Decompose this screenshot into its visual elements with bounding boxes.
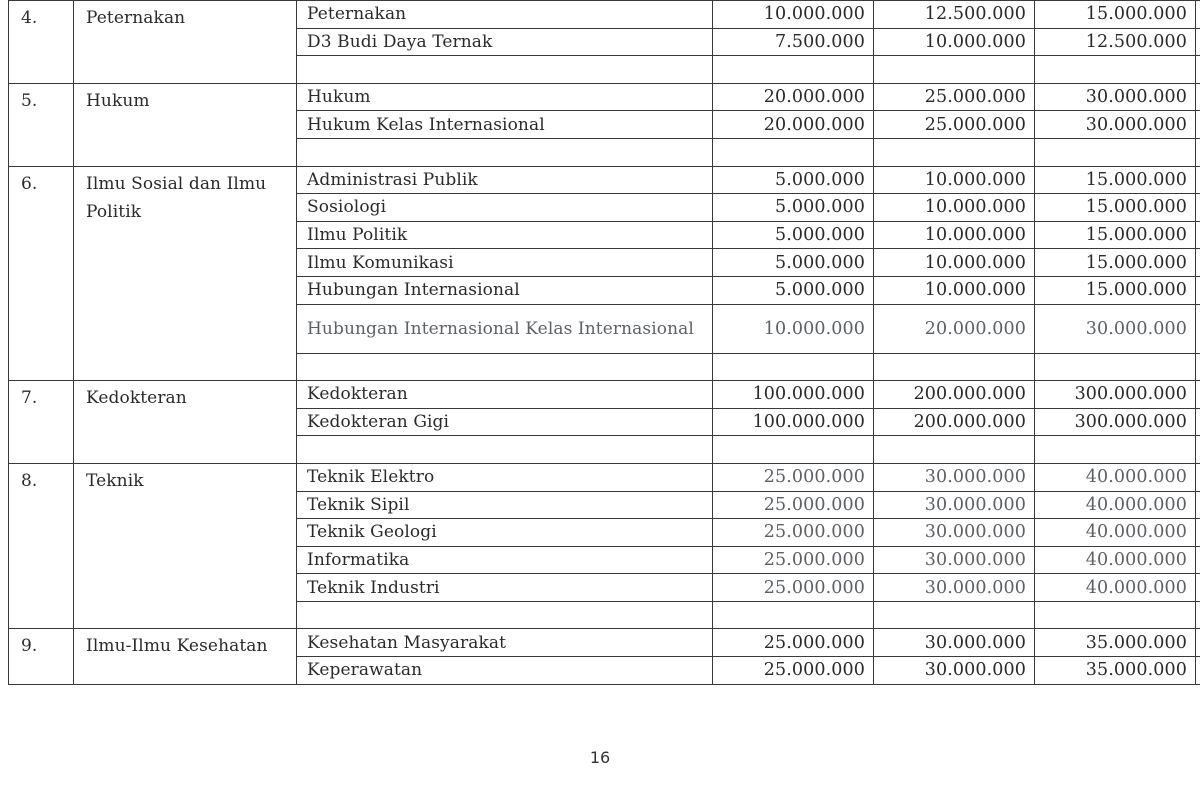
fee-group-3: 15.000.000 xyxy=(1035,276,1196,304)
table-row xyxy=(9,629,1200,657)
fee-group-1: 25.000.000 xyxy=(713,574,874,602)
program-name: Informatika xyxy=(297,546,713,574)
fee-group-1: 100.000.000 xyxy=(713,408,874,436)
program-name: Ilmu Politik xyxy=(297,221,713,249)
fee-group-2: 30.000.000 xyxy=(874,491,1035,519)
page-number: 16 xyxy=(589,748,611,767)
fee-group-3: 30.000.000 xyxy=(1035,83,1196,111)
program-name: Hubungan Internasional xyxy=(297,276,713,304)
fee-group-2: 10.000.000 xyxy=(874,166,1035,194)
table-row xyxy=(9,463,1200,491)
fee-group-1: 25.000.000 xyxy=(713,519,874,547)
program-name: Hukum xyxy=(297,83,713,111)
cut-column xyxy=(1196,28,1200,56)
faculty-name: Ilmu Sosial dan Ilmu Politik xyxy=(74,166,297,381)
fee-group-3: 12.500.000 xyxy=(1035,28,1196,56)
fee-group-1: 20.000.000 xyxy=(713,83,874,111)
faculty-name: Hukum xyxy=(74,83,297,166)
fee-group-3: 40.000.000 xyxy=(1035,491,1196,519)
fee-group-1: 5.000.000 xyxy=(713,249,874,277)
fee-group-2: 30.000.000 xyxy=(874,574,1035,602)
table-row xyxy=(9,166,1200,194)
fee-table-container xyxy=(8,0,1200,685)
fee-group-2: 10.000.000 xyxy=(874,276,1035,304)
program-name: Keperawatan xyxy=(297,657,713,685)
program-name: Kedokteran xyxy=(297,381,713,409)
table-row xyxy=(9,83,1200,111)
cut-column xyxy=(1196,194,1200,222)
fee-group-2: 12.500.000 xyxy=(874,1,1035,29)
program-name: Teknik Geologi xyxy=(297,519,713,547)
fee-group-3: 300.000.000 xyxy=(1035,408,1196,436)
fee-group-2: 10.000.000 xyxy=(874,249,1035,277)
fee-group-1: 100.000.000 xyxy=(713,381,874,409)
cut-column xyxy=(1196,249,1200,277)
fee-group-2: 25.000.000 xyxy=(874,111,1035,139)
fee-group-2: 30.000.000 xyxy=(874,629,1035,657)
fee-group-3: 30.000.000 xyxy=(1035,304,1196,353)
faculty-number: 9. xyxy=(9,629,74,684)
program-name: Kedokteran Gigi xyxy=(297,408,713,436)
program-name: Kesehatan Masyarakat xyxy=(297,629,713,657)
fee-group-3: 15.000.000 xyxy=(1035,166,1196,194)
fee-group-2: 200.000.000 xyxy=(874,408,1035,436)
fee-group-1: 25.000.000 xyxy=(713,629,874,657)
faculty-number: 8. xyxy=(9,463,74,629)
cut-column xyxy=(1196,574,1200,602)
faculty-name: Peternakan xyxy=(74,1,297,84)
fee-group-1: 10.000.000 xyxy=(713,304,874,353)
cut-column xyxy=(1196,463,1200,491)
faculty-number: 7. xyxy=(9,381,74,464)
fee-group-3: 40.000.000 xyxy=(1035,574,1196,602)
fee-group-3: 15.000.000 xyxy=(1035,194,1196,222)
cut-column xyxy=(1196,546,1200,574)
cut-column xyxy=(1196,381,1200,409)
cut-column xyxy=(1196,519,1200,547)
fee-group-3: 40.000.000 xyxy=(1035,463,1196,491)
fee-group-2: 30.000.000 xyxy=(874,546,1035,574)
program-name: Teknik Industri xyxy=(297,574,713,602)
fee-group-3: 300.000.000 xyxy=(1035,381,1196,409)
cut-column xyxy=(1196,491,1200,519)
fee-group-2: 10.000.000 xyxy=(874,194,1035,222)
fee-group-1: 7.500.000 xyxy=(713,28,874,56)
fee-group-1: 25.000.000 xyxy=(713,463,874,491)
faculty-number: 6. xyxy=(9,166,74,381)
fee-group-3: 30.000.000 xyxy=(1035,111,1196,139)
program-name: Hubungan Internasional Kelas Internasional xyxy=(297,304,713,353)
fee-group-2: 10.000.000 xyxy=(874,221,1035,249)
fee-group-3: 15.000.000 xyxy=(1035,221,1196,249)
fee-group-1: 25.000.000 xyxy=(713,491,874,519)
cut-column xyxy=(1196,166,1200,194)
cut-column xyxy=(1196,111,1200,139)
faculty-number: 5. xyxy=(9,83,74,166)
fee-group-1: 5.000.000 xyxy=(713,221,874,249)
cut-column xyxy=(1196,657,1200,685)
cut-column xyxy=(1196,221,1200,249)
table-row xyxy=(9,1,1200,29)
fee-group-1: 5.000.000 xyxy=(713,276,874,304)
program-name: Teknik Elektro xyxy=(297,463,713,491)
fee-group-2: 30.000.000 xyxy=(874,519,1035,547)
fee-group-1: 20.000.000 xyxy=(713,111,874,139)
cut-column xyxy=(1196,276,1200,304)
fee-table xyxy=(8,0,1200,685)
fee-group-3: 40.000.000 xyxy=(1035,519,1196,547)
fee-group-1: 10.000.000 xyxy=(713,1,874,29)
fee-group-1: 25.000.000 xyxy=(713,657,874,685)
program-name: Teknik Sipil xyxy=(297,491,713,519)
fee-group-3: 35.000.000 xyxy=(1035,657,1196,685)
fee-group-3: 35.000.000 xyxy=(1035,629,1196,657)
fee-group-2: 20.000.000 xyxy=(874,304,1035,353)
cut-column xyxy=(1196,1,1200,29)
program-name: Hukum Kelas Internasional xyxy=(297,111,713,139)
fee-group-1: 5.000.000 xyxy=(713,166,874,194)
cut-column xyxy=(1196,83,1200,111)
program-name: D3 Budi Daya Ternak xyxy=(297,28,713,56)
faculty-name: Teknik xyxy=(74,463,297,629)
program-name: Sosiologi xyxy=(297,194,713,222)
fee-group-2: 200.000.000 xyxy=(874,381,1035,409)
faculty-name: Kedokteran xyxy=(74,381,297,464)
fee-group-2: 30.000.000 xyxy=(874,657,1035,685)
program-name: Administrasi Publik xyxy=(297,166,713,194)
table-row xyxy=(9,381,1200,409)
fee-group-3: 15.000.000 xyxy=(1035,249,1196,277)
fee-group-3: 15.000.000 xyxy=(1035,1,1196,29)
cut-column xyxy=(1196,408,1200,436)
fee-group-1: 5.000.000 xyxy=(713,194,874,222)
faculty-name: Ilmu-Ilmu Kesehatan xyxy=(74,629,297,684)
fee-group-2: 10.000.000 xyxy=(874,28,1035,56)
cut-column xyxy=(1196,304,1200,353)
fee-group-1: 25.000.000 xyxy=(713,546,874,574)
fee-group-3: 40.000.000 xyxy=(1035,546,1196,574)
cut-column xyxy=(1196,629,1200,657)
program-name: Ilmu Komunikasi xyxy=(297,249,713,277)
fee-group-2: 30.000.000 xyxy=(874,463,1035,491)
fee-group-2: 25.000.000 xyxy=(874,83,1035,111)
faculty-number: 4. xyxy=(9,1,74,84)
program-name: Peternakan xyxy=(297,1,713,29)
